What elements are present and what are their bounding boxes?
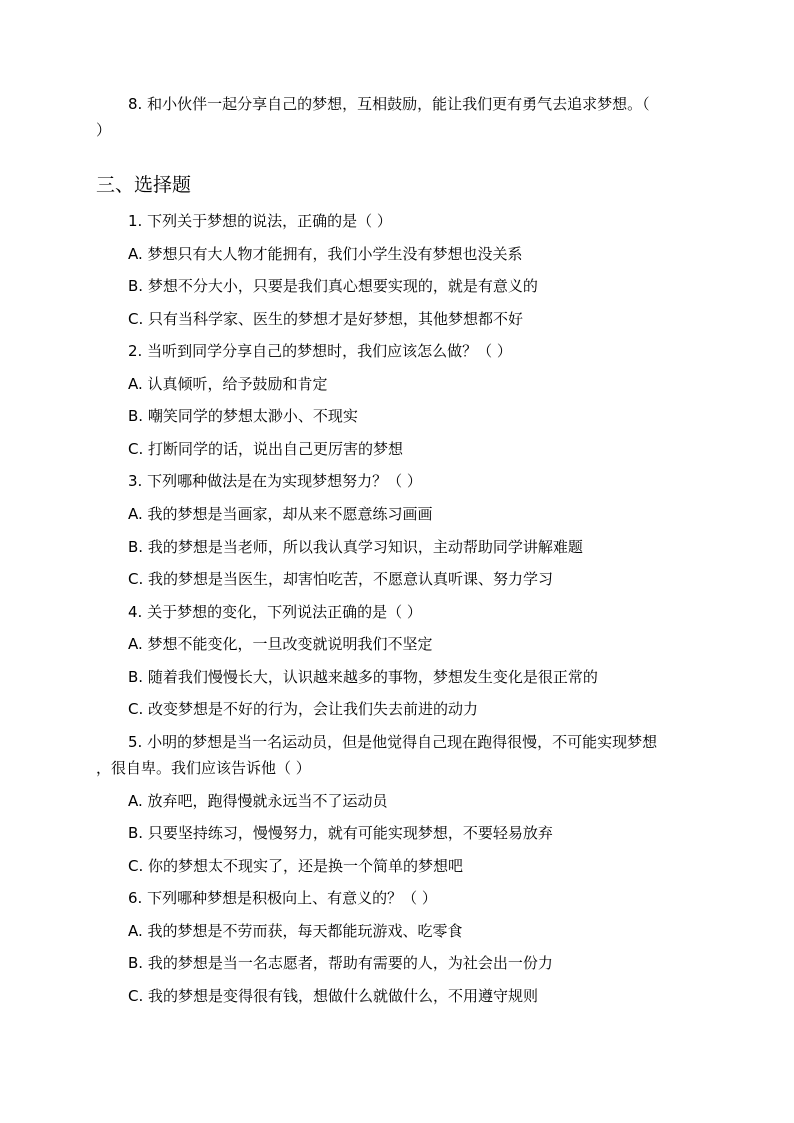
option-c: C. 改变梦想是不好的行为，会让我们失去前进的动力 <box>128 700 479 718</box>
option-b: B. 我的梦想是当老师，所以我认真学习知识，主动帮助同学讲解难题 <box>128 538 583 556</box>
question-stem: 6. 下列哪种梦想是积极向上、有意义的？（ ） <box>128 889 437 907</box>
question-stem: 4. 关于梦想的变化，下列说法正确的是（ ） <box>128 603 422 621</box>
question-stem-continued: ，很自卑。我们应该告诉他（ ） <box>96 759 311 777</box>
option-a: A. 我的梦想是不劳而获，每天都能玩游戏、吃零食 <box>128 922 463 940</box>
option-a: A. 放弃吧，跑得慢就永远当不了运动员 <box>128 792 388 810</box>
section-heading: 三、选择题 <box>96 174 192 196</box>
option-c: C. 我的梦想是当医生，却害怕吃苦，不愿意认真听课、努力学习 <box>128 570 554 588</box>
option-c: C. 我的梦想是变得很有钱，想做什么就做什么，不用遵守规则 <box>128 987 539 1005</box>
option-a: A. 认真倾听，给予鼓励和肯定 <box>128 375 328 393</box>
question-8-text: 8. 和小伙伴一起分享自己的梦想，互相鼓励，能让我们更有勇气去追求梦想。（ <box>128 95 650 113</box>
option-a: A. 我的梦想是当画家，却从来不愿意练习画画 <box>128 505 433 523</box>
option-b: B. 随着我们慢慢长大，认识越来越多的事物，梦想发生变化是很正常的 <box>128 668 598 686</box>
option-c: C. 只有当科学家、医生的梦想才是好梦想，其他梦想都不好 <box>128 310 524 328</box>
option-a: A. 梦想不能变化，一旦改变就说明我们不坚定 <box>128 635 433 653</box>
option-b: B. 我的梦想是当一名志愿者，帮助有需要的人，为社会出一份力 <box>128 954 553 972</box>
question-stem: 3. 下列哪种做法是在为实现梦想努力？（ ） <box>128 472 422 490</box>
question-stem: 1. 下列关于梦想的说法，正确的是（ ） <box>128 212 392 230</box>
option-b: B. 梦想不分大小，只要是我们真心想要实现的，就是有意义的 <box>128 277 538 295</box>
option-c: C. 你的梦想太不现实了，还是换一个简单的梦想吧 <box>128 857 464 875</box>
question-stem: 2. 当听到同学分享自己的梦想时，我们应该怎么做？（ ） <box>128 342 512 360</box>
question-stem: 5. 小明的梦想是当一名运动员，但是他觉得自己现在跑得很慢，不可能实现梦想 <box>128 733 658 751</box>
option-b: B. 嘲笑同学的梦想太渺小、不现实 <box>128 407 358 425</box>
option-b: B. 只要坚持练习，慢慢努力，就有可能实现梦想，不要轻易放弃 <box>128 824 553 842</box>
option-c: C. 打断同学的话，说出自己更厉害的梦想 <box>128 440 404 458</box>
option-a: A. 梦想只有大人物才能拥有，我们小学生没有梦想也没关系 <box>128 245 523 263</box>
question-8-text-continued: ） <box>96 121 112 139</box>
